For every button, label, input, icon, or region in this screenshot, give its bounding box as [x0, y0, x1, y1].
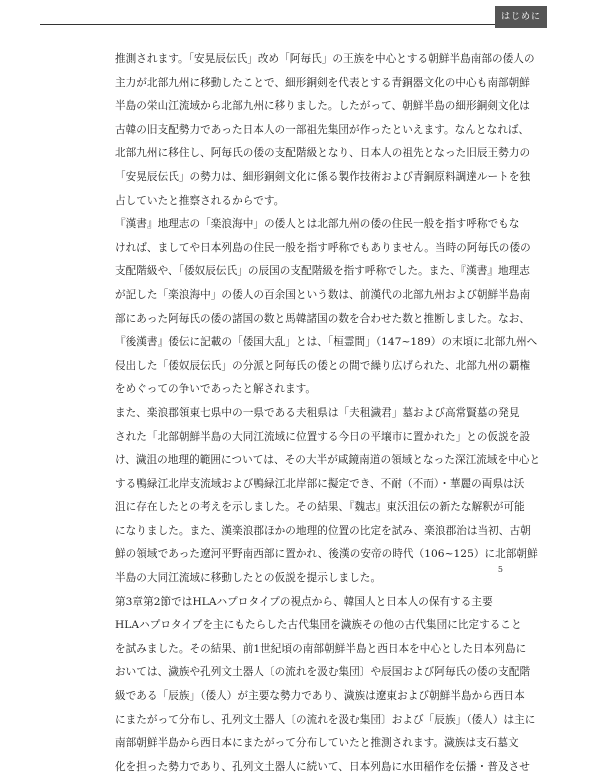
header-rule — [40, 24, 495, 25]
text-line: 化を担った勢力であり、孔列文土器人に続いて、日本列島に水田稲作を伝播・普及させ — [115, 760, 530, 773]
text-line: 主力が北部九州に移動したことで、細形銅剣を代表とする青銅器文化の中心も南部朝鮮 — [115, 76, 530, 89]
text-line: 級である「辰族」（倭人）が主要な勢力であり、濊族は遼東および朝鮮半島から西日本 — [115, 690, 525, 703]
text-line: 鮮の領域であった遼河平野南西部に置かれ、後漢の安帝の時代（106~125）に北部朝鮮 — [115, 548, 538, 561]
text-line: 南部朝鮮半島から西日本にまたがって分布していたと推測されます。濊族は支石墓文 — [115, 737, 519, 750]
page-number: 5 — [497, 565, 503, 574]
text-line: 侵出した「倭奴辰伝氏」の分派と阿毎氏の倭との間で繰り広げられた、北部九州の覇権 — [115, 359, 531, 372]
text-line: ければ、ましてや日本列島の住民一般を指す呼称でもありません。当時の阿毎氏の倭の — [115, 241, 531, 254]
text-line: 北部九州に移住し、阿毎氏の倭の支配階級となり、日本人の祖先となった旧辰王勢力の — [115, 147, 531, 160]
text-line: HLAハプロタイプを主にもたらした古代集団を濊族その他の古代集団に比定すること — [115, 619, 522, 632]
text-line: する鴨緑江北岸支流域および鴨緑江北岸部に擬定でき、不耐（不而）・華麗の両県は沃 — [115, 477, 525, 490]
text-line: 第3章第2節ではHLAハプロタイプの視点から、韓国人と日本人の保有する主要 — [115, 595, 493, 608]
section-title: はじめに — [500, 12, 541, 22]
text-line: 『後漢書』倭伝に記載の「倭国大乱」とは、「桓霊間」（147~189）の末頃に北部九州へ — [115, 336, 538, 349]
text-line: 「安晃辰伝氏」の勢力は、細形銅剣文化に係る製作技術および青銅原料調達ルートを独 — [115, 170, 531, 183]
text-line: 支配階級や、「倭奴辰伝氏」の辰国の支配階級を指す呼称でした。また、『漢書』地理志 — [115, 265, 530, 278]
text-line: 古韓の旧支配勢力であった日本人の一部祖先集団が作ったといえます。なんとなれば、 — [115, 123, 530, 136]
text-line: おいては、濊族や孔列文土器人〔の流れを汲む集団〕や辰国および阿毎氏の倭の支配階 — [115, 666, 531, 679]
text-line: 沮に存在したとの考えを示しました。その結果、『魏志』東沃沮伝の新たな解釈が可能 — [115, 501, 525, 514]
text-line: を試みました。その結果、前1世紀頃の南部朝鮮半島と西日本を中心とした日本列島に — [115, 642, 527, 655]
text-line: になりました。また、漢楽浪郡ほかの地理的位置の比定を試み、楽浪郡治は当初、古朝 — [115, 524, 531, 537]
text-line: また、楽浪郡領東七県中の一県である夫租県は「夫租濊君」墓および高常賢墓の発見 — [115, 406, 520, 419]
text-line: をめぐっての争いであったと解されます。 — [115, 383, 317, 396]
text-line: 推測されます。「安晃辰伝氏」改め「阿毎氏」の王族を中心とする朝鮮半島南部の倭人の — [115, 53, 535, 65]
text-line: された「北部朝鮮半島の大同江流域に位置する今日の平壌市に置かれた」との仮説を設 — [115, 430, 531, 443]
text-line: 半島の栄山江流域から北部九州に移りました。したがって、朝鮮半島の細形銅剣文化は — [115, 100, 530, 113]
text-line: が記した「楽浪海中」の倭人の百余国という数は、前漢代の北部九州および朝鮮半島南 — [115, 288, 531, 301]
text-line: にまたがって分布し、孔列文土器人〔の流れを汲む集団〕および「辰族」（倭人）は主に — [115, 713, 536, 726]
section-title-tab — [495, 6, 547, 28]
text-line: 占していたと推察されるからです。 — [115, 194, 285, 207]
text-line: け、濊沮の地理的範囲については、その大半が咸鏡南道の領域となった深江流域を中心と — [115, 454, 541, 467]
body-text — [115, 48, 541, 779]
text-line: 部にあった阿毎氏の倭の諸国の数と馬韓諸国の数を合わせた数と推断しました。なお、 — [115, 312, 530, 325]
text-line: 『漢書』地理志の「楽浪海中」の倭人とは北部九州の倭の住民一般を指す呼称でもな — [115, 218, 520, 231]
text-line: 半島の大同江流域に移動したとの仮説を提示しました。 — [115, 572, 382, 585]
